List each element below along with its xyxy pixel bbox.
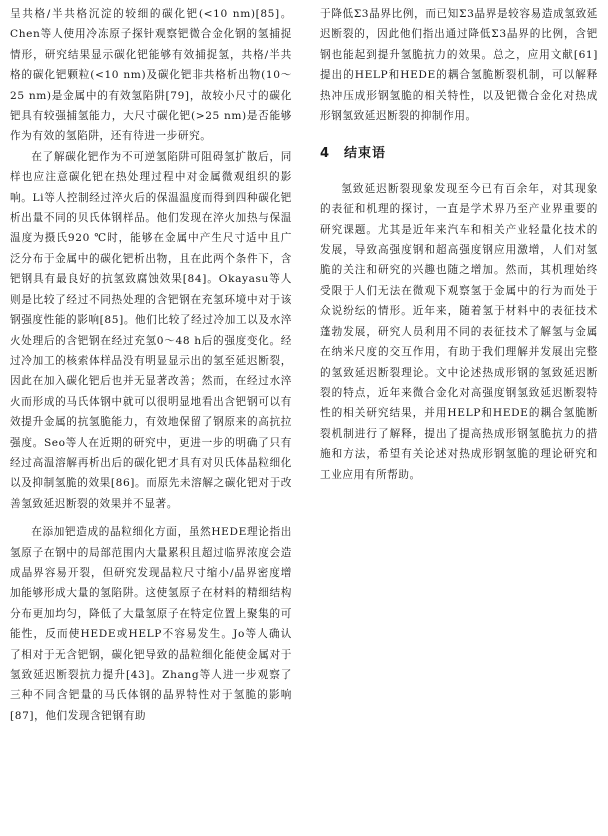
paragraph-gap — [10, 514, 292, 522]
left-paragraph-3: 在添加钯造成的晶粒细化方面，虽然HEDE理论指出氢原子在钢中的局部范围内大量累积且超过临界浓度会造成晶界容易开裂，但研究发现晶粒尺寸缩小/晶界密度增加能够形成大量的氢陷阱。这使氢原子在材料的精细结构分布更加均匀，降低了大量氢原子在特定位置上聚集的可能性，反而使HEDE或HELP不容易发生。Jo等人确认了相对于无含钯钢，碳化钯导致的晶粒细化能使金属对于氢致延迟断裂抗力提升[43]。Zhang等人进一步观察了三种不同含钯量的马氏体钢的晶界特性对于氢脆的影响[87]，他们发现含钯钢有助 — [10, 526, 292, 722]
right-paragraph-2: 氢致延迟断裂现象发现至今已有百余年，对其现象的表征和机理的探讨，一直是学术界乃至产业界重要的研究课题。尤其是近年来汽车和相关产业轻量化技术的发展，导致高强度钢和超高强度钢应用激增，人们对氢脆的关注和研究的兴趣也随之增加。然而，其机理始终受限于人们无法在微观下观察氢于金属中的行为而处于众说纷纭的情形。近年来，随着氢于材料中的表征技术蓬勃发展，研究人员利用不同的表征技术了解氢与金属在纳米尺度的交互作用，有助于我们理解并发展出完整的氢致延迟断裂理论。文中论述热成形钢的氢致延迟断裂的特点，近年来微合金化对高强度钢氢致延迟断裂特性的相关研究结果，并用HELP和HEDE的耦合氢脆断裂机制进行了解释，提出了提高热成形钢氢脆抗力的措施和方法，希望有关论述对热成形钢氢脆的理论研究和工业应用有所帮助。 — [320, 182, 598, 481]
section-number: 4 — [320, 146, 331, 162]
left-paragraph-1: 呈共格/半共格沉淀的较细的碳化钯(<10 nm)[85]。Chen等人使用冷冻原子探针观察钯微合金化钢的氢捕捉情形，研究结果显示碳化钯能够有效捕捉氢，共格/半共格的碳化钯颗粒(<10 nm)及碳化钯非共格析出物(10～25 nm)是金属中的有效氢陷阱[79]，故较小尺寸的碳化钯具有较强捕氢能力，大尺寸碳化钯(>25 nm)是否能够作为有效的氢陷阱，还有待进一步研究。 — [10, 8, 292, 143]
section-title: 结束语 — [344, 146, 387, 162]
right-column — [320, 4, 598, 485]
left-column — [10, 4, 292, 726]
left-paragraph-2: 在了解碳化钯作为不可逆氢陷阱可阻碍氢扩散后，同样也应注意碳化钯在热处理过程中对金属微观组织的影响。Li等人控制经过淬火后的保温温度而得到四种碳化钯析出量不同的贝氏体钢样品。他们发现在淬火加热与保温温度为摄氏920 ℃时，能够在金属中产生尺寸适中且广泛分布于金属中的碳化钯析出物，且在此两个条件下，含钯钢具有最良好的抗氢致腐蚀效果[84]。Okayasu等人则是比较了经过不同热处理的含钯钢在充氢环境中对于该钢强度性能的影响[85]。他们比较了经过冷加工以及水淬火处理后的含钯钢在经过充氢0～48 h后的强度变化。经过冷加工的核索体样品没有明显显示出的氢至延迟断裂，因此在加入碳化钯后也并无显著改善；然而，在经过水淬火而形成的马氏体钢中就可以很明显地看出含钯钢可以有效提升金属的抗氢脆能力，有效地保留了钢原来的高抗拉强度。Seo等人在近期的研究中，更进一步的明确了只有经过高温溶解再析出后的碳化钯才具有对贝氏体晶粒细化以及抑制氢脆的效果[86]。而原先未溶解之碳化钯对于改善氢致延迟断裂的效果并不显著。 — [10, 150, 292, 510]
right-paragraph-1: 于降低Σ3晶界比例，而已知Σ3晶界是较容易造成氢致延迟断裂的，因此他们指出通过降低Σ3晶界的比例，含钯钢也能起到提升氢脆抗力的效果。总之，应用文献[61]提出的HELP和HEDE的耦合氢脆断裂机制，可以解释热冲压成形钢氢脆的相关特性，以及钯微合金化对热成形钢氢致延迟断裂的抑制作用。 — [320, 8, 598, 123]
section-heading — [320, 144, 598, 164]
